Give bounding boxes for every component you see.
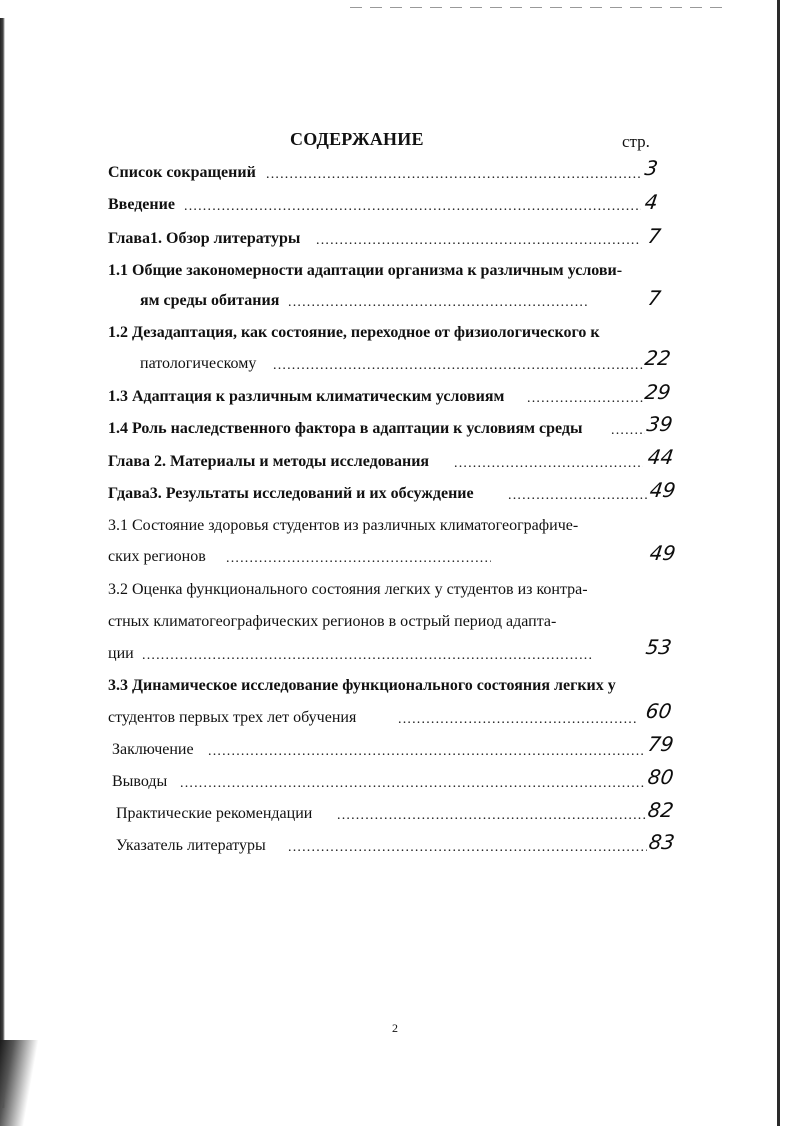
toc-page-number: 80 <box>646 765 676 789</box>
toc-leader <box>208 742 646 762</box>
toc-leader <box>508 486 648 506</box>
toc-leader <box>288 838 647 858</box>
toc-entry-3-1: 3.1 Состояние здоровья студентов из различных климатогеографиче- <box>108 517 579 534</box>
toc-page-number: 83 <box>647 830 677 854</box>
toc-entry-abbreviations: Список сокращений <box>108 164 256 181</box>
toc-page-number: 79 <box>646 732 676 756</box>
toc-page-number: 44 <box>646 445 676 469</box>
toc-page-number: 60 <box>644 699 674 723</box>
toc-leader <box>142 646 592 666</box>
scan-edge-right <box>777 0 780 1126</box>
toc-entry-1-1-cont: ям среды обитания <box>140 292 280 309</box>
toc-page-number: 3 <box>643 156 660 180</box>
toc-entry-introduction: Введение <box>108 196 175 213</box>
toc-entry-chapter-3: Гдава3. Результаты исследований и их обсуждение <box>108 485 474 502</box>
scan-edge-top <box>350 7 730 8</box>
toc-entry-1-2-cont: патологическому <box>140 355 257 372</box>
toc-page-number: 53 <box>644 635 674 659</box>
toc-leader <box>180 774 646 794</box>
toc-leader <box>454 454 643 474</box>
page-column-label: стр. <box>622 132 650 151</box>
toc-entry-1-3: 1.3 Адаптация к различным климатическим условиям <box>108 388 505 405</box>
toc-leader <box>527 389 643 409</box>
toc-entry-3-2: 3.2 Оценка функционального состояния легких у студентов из контра- <box>108 581 588 598</box>
toc-entry-recommendations: Практические рекомендации <box>116 805 313 822</box>
toc-page-number: 22 <box>643 346 673 370</box>
toc-entry-3-1-cont: ских регионов <box>108 548 206 565</box>
toc-leader <box>226 549 491 569</box>
toc-page-number: 7 <box>646 286 663 310</box>
toc-entry-chapter-2: Глава 2. Материалы и методы исследования <box>108 453 430 470</box>
toc-entry-1-2: 1.2 Дезадаптация, как состояние, переходное от физиологического к <box>108 324 600 341</box>
scan-edge-left <box>0 18 5 1108</box>
toc-leader <box>288 293 588 313</box>
toc-entry-chapter-1: Глава1. Обзор литературы <box>108 230 301 247</box>
toc-leader <box>611 421 645 441</box>
toc-entry-references: Указатель литературы <box>116 837 266 854</box>
toc-page-number: 4 <box>643 190 660 214</box>
toc-page-number: 49 <box>648 541 678 565</box>
toc-page-number: 82 <box>646 798 676 822</box>
toc-entry-3-3-cont: студентов первых трех лет обучения <box>108 709 357 726</box>
toc-entry-1-4: 1.4 Роль наследственного фактора в адаптации к условиям среды <box>108 420 583 437</box>
toc-entry-3-2-cont: стных климатогеографических регионов в острый период адапта- <box>108 613 557 630</box>
toc-page-number: 49 <box>648 478 678 502</box>
toc-entry-3-3: 3.3 Динамическое исследование функционального состояния легких у <box>108 677 616 694</box>
toc-entry-findings: Выводы <box>112 773 168 790</box>
toc-leader <box>398 710 638 730</box>
toc-leader <box>316 231 641 251</box>
toc-leader <box>273 356 643 376</box>
page-title: СОДЕРЖАНИЕ <box>290 129 424 149</box>
toc-page-number: 29 <box>643 380 673 404</box>
page-number: 2 <box>392 1021 398 1035</box>
toc-page-number: 7 <box>646 224 663 248</box>
toc-page-number: 39 <box>645 412 675 436</box>
toc-leader <box>337 806 647 826</box>
scan-shadow <box>0 1040 40 1126</box>
toc-leader <box>266 165 641 185</box>
toc-entry-1-1: 1.1 Общие закономерности адаптации организма к различным услови- <box>108 262 623 279</box>
toc-leader <box>184 197 641 217</box>
toc-entry-conclusion: Заключение <box>112 741 194 758</box>
toc-entry-3-2-cont: ции <box>108 645 134 662</box>
